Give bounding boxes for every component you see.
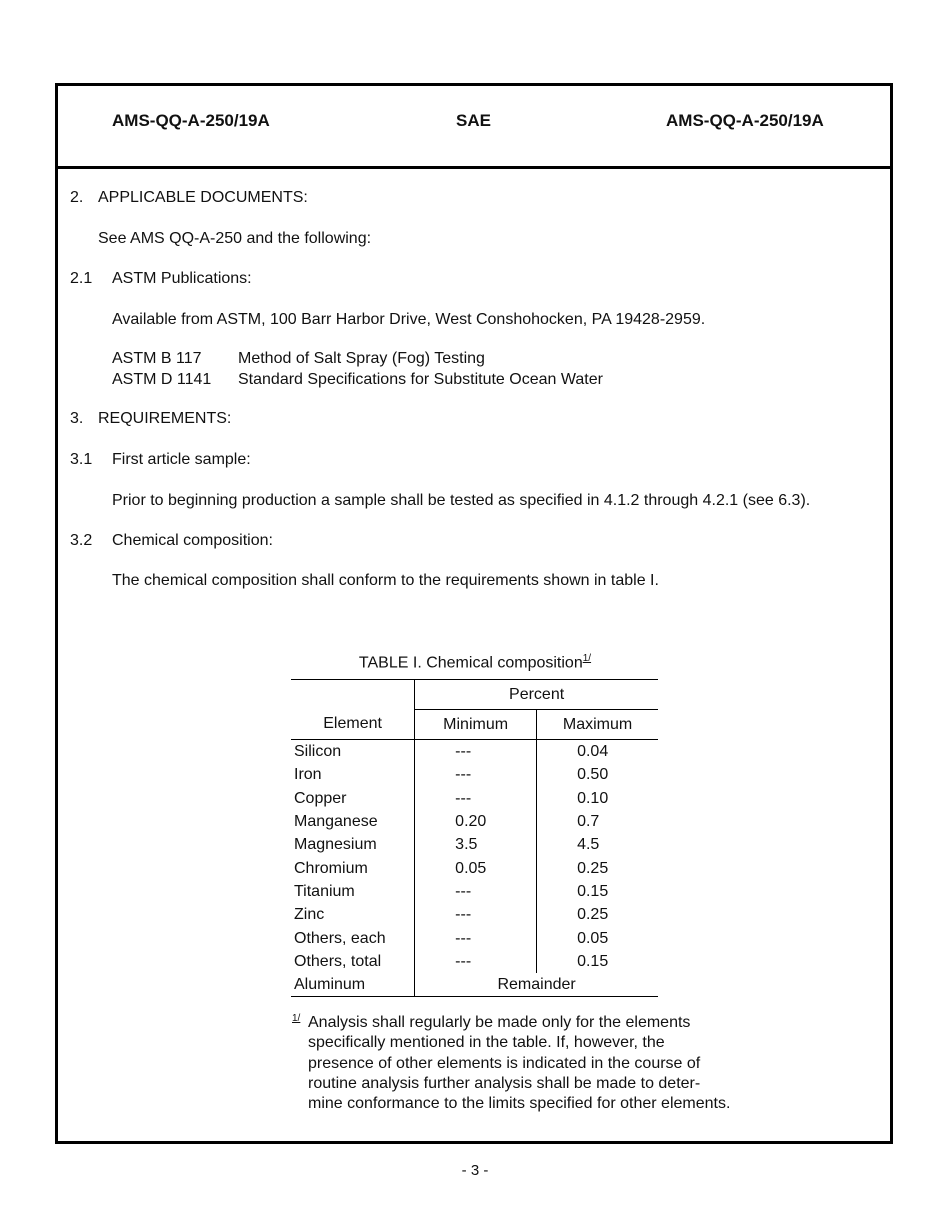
element-cell: Chromium xyxy=(291,856,415,879)
footnote-line: routine analysis further analysis shall be made to deter- xyxy=(308,1074,701,1092)
table-row xyxy=(291,763,658,786)
section-3-2-title: Chemical composition: xyxy=(112,532,273,549)
header-doc-id-right: AMS-QQ-A-250/19A xyxy=(666,111,824,130)
element-cell: Others, each xyxy=(291,926,415,949)
table-row xyxy=(291,740,658,764)
header-divider xyxy=(55,166,893,169)
table-footnote xyxy=(292,1013,772,1114)
maximum-cell: 0.04 xyxy=(577,743,609,761)
minimum-cell: 3.5 xyxy=(415,833,537,856)
table-caption xyxy=(292,653,658,672)
table-column-header: Element xyxy=(291,710,415,740)
table-row xyxy=(291,880,658,903)
section-2-text: See AMS QQ-A-250 and the following: xyxy=(98,230,372,247)
section-2-1-text: Available from ASTM, 100 Barr Harbor Drive, West Conshohocken, PA 19428-2959. xyxy=(112,311,706,328)
element-cell: Titanium xyxy=(291,880,415,903)
maximum-cell: 0.50 xyxy=(577,766,609,784)
table-caption-text: TABLE I. Chemical composition xyxy=(358,654,583,672)
maximum-cell: 0.10 xyxy=(577,789,609,807)
element-cell: Manganese xyxy=(291,810,415,833)
table-column-header: Minimum xyxy=(415,710,537,740)
section-3-title: REQUIREMENTS: xyxy=(98,410,232,427)
chemical-composition-table xyxy=(291,679,658,997)
minimum-cell: --- xyxy=(415,950,537,973)
table-column-header: Maximum xyxy=(562,715,633,733)
table-row xyxy=(291,810,658,833)
minimum-cell: --- xyxy=(415,787,537,810)
minimum-cell: --- xyxy=(415,763,537,786)
table-header-spacer xyxy=(291,680,415,710)
element-cell: Zinc xyxy=(291,903,415,926)
maximum-cell: 0.7 xyxy=(577,813,600,831)
page-number: - 3 - xyxy=(461,1162,489,1179)
table-row xyxy=(291,833,658,856)
footnote-line: presence of other elements is indicated in the course of xyxy=(308,1054,701,1072)
reference-title: Method of Salt Spray (Fog) Testing xyxy=(238,350,485,367)
table-row xyxy=(291,903,658,926)
section-2-1-title: ASTM Publications: xyxy=(112,270,252,287)
minimum-cell: --- xyxy=(415,880,537,903)
table-row-remainder xyxy=(291,973,658,997)
element-cell: Aluminum xyxy=(291,973,415,997)
section-3-number: 3. xyxy=(70,410,84,427)
element-cell: Silicon xyxy=(291,740,415,764)
element-cell: Iron xyxy=(291,763,415,786)
footnote-line: specifically mentioned in the table. If, however, the xyxy=(308,1034,665,1052)
table-row xyxy=(291,856,658,879)
section-2-number: 2. xyxy=(70,189,84,206)
reference-title: Standard Specifications for Substitute Ocean Water xyxy=(238,371,603,388)
section-3-1-text: Prior to beginning production a sample shall be tested as specified in 4.1.2 through 4.2.1 (see 6.3). xyxy=(112,492,811,509)
section-3-1-number: 3.1 xyxy=(70,451,93,468)
maximum-cell: 4.5 xyxy=(577,836,600,854)
table-row xyxy=(291,926,658,949)
maximum-cell: 0.05 xyxy=(577,929,609,947)
minimum-cell: --- xyxy=(415,740,537,764)
reference-code: ASTM B 117 xyxy=(112,350,202,367)
footnote-line: Analysis shall regularly be made only for the elements xyxy=(308,1014,691,1031)
footnote-line: mine conformance to the limits specified for other elements. xyxy=(308,1095,731,1113)
table-row xyxy=(291,950,658,973)
section-3-1-title: First article sample: xyxy=(112,451,251,468)
minimum-cell: 0.20 xyxy=(415,810,537,833)
element-cell: Magnesium xyxy=(291,833,415,856)
section-3-2-number: 3.2 xyxy=(70,532,93,549)
table-row xyxy=(291,787,658,810)
section-2-title: APPLICABLE DOCUMENTS: xyxy=(98,189,308,206)
minimum-cell: --- xyxy=(415,903,537,926)
footnote-mark: 1/ xyxy=(292,1013,301,1024)
remainder-cell: Remainder xyxy=(497,976,576,994)
table-group-header: Percent xyxy=(415,680,658,710)
minimum-cell: 0.05 xyxy=(415,856,537,879)
header-org: SAE xyxy=(456,111,491,130)
reference-code: ASTM D 1141 xyxy=(112,371,212,388)
section-2-1-number: 2.1 xyxy=(70,270,93,287)
section-3-2-text: The chemical composition shall conform to the requirements shown in table I. xyxy=(112,572,659,589)
minimum-cell: --- xyxy=(415,926,537,949)
maximum-cell: 0.15 xyxy=(577,882,609,900)
maximum-cell: 0.25 xyxy=(577,859,609,877)
element-cell: Others, total xyxy=(291,950,415,973)
table-caption-footnote-ref: 1/ xyxy=(582,653,592,664)
header-doc-id-left: AMS-QQ-A-250/19A xyxy=(112,111,270,130)
maximum-cell: 0.25 xyxy=(577,906,609,924)
element-cell: Copper xyxy=(291,787,415,810)
maximum-cell: 0.15 xyxy=(577,952,609,970)
